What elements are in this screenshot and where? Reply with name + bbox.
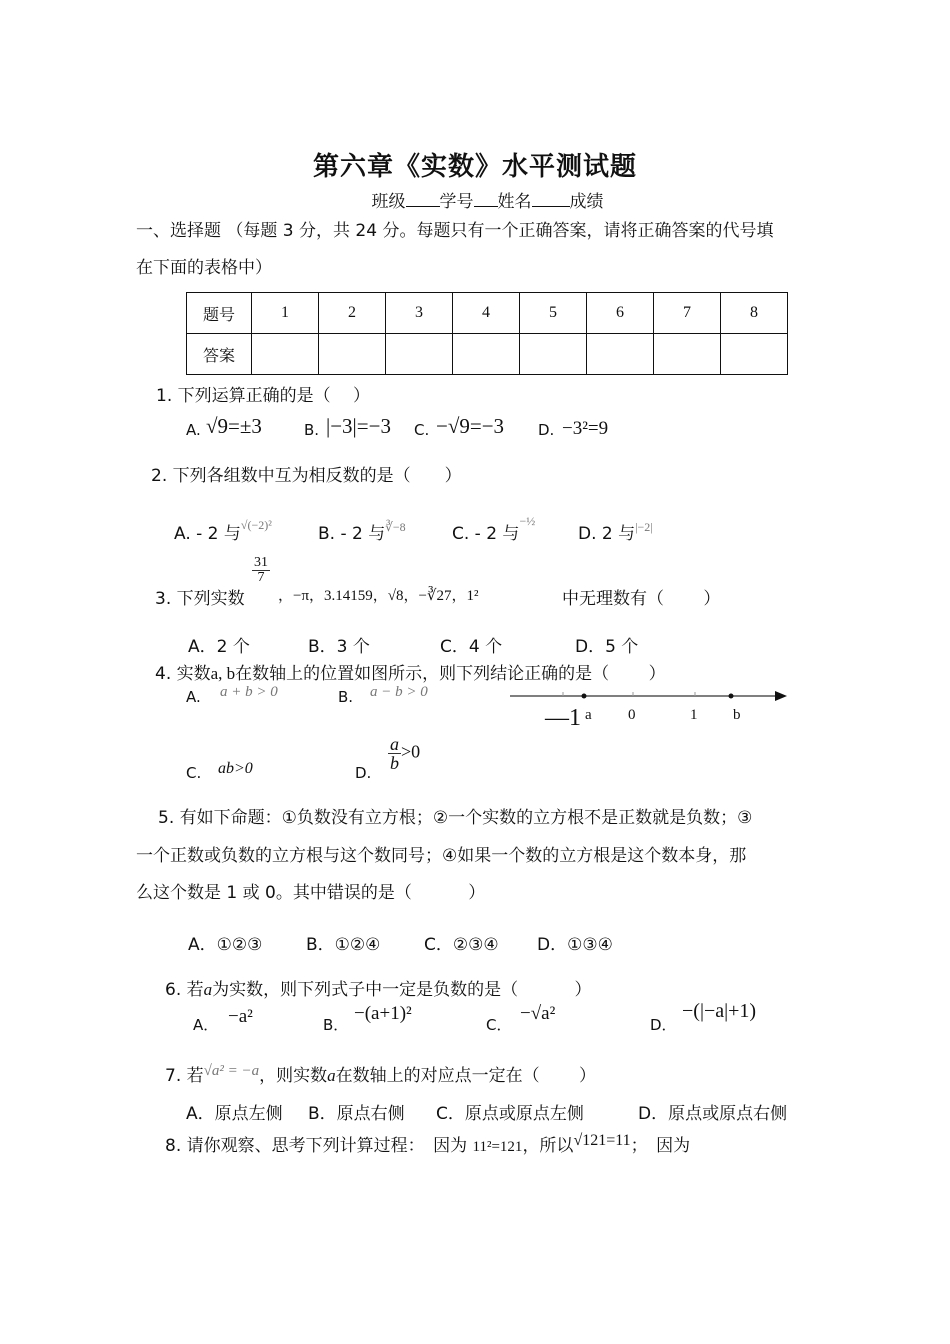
q2-option-a-text: A. - 2 与 [174, 524, 241, 544]
q6-option-b: −(a+1)² [354, 1003, 412, 1024]
q8-eq1: 11²=121 [472, 1139, 523, 1155]
q2-option-d-text: D. 2 与 [578, 524, 636, 544]
q4-option-a-label: A. [186, 688, 201, 706]
q2-option-b-math: ∛−8 [385, 520, 406, 534]
row-label-answer: 答案 [187, 334, 252, 375]
q6-stem [165, 975, 592, 1000]
q8-mid: ，所以 [522, 1136, 574, 1156]
table-cell: 5 [520, 293, 587, 334]
number-label: 学号 [439, 192, 474, 212]
q4-option-b: a − b > 0 [370, 684, 428, 700]
q3-frac-den: 7 [257, 570, 265, 585]
q2-stem: 2. 下列各组数中互为相反数的是（ ） [151, 466, 462, 486]
answer-cell[interactable] [587, 334, 654, 375]
answer-table [186, 292, 788, 375]
answer-cell[interactable] [654, 334, 721, 375]
q3-numbers: ，−π，3.14159，√8，−∛27，1² [278, 588, 479, 604]
q6-option-c: −√a² [520, 1003, 556, 1024]
axis-label-b: b [733, 707, 741, 723]
table-row [187, 293, 788, 334]
q6-option-b-label: B． [323, 1016, 349, 1034]
q7-stem [165, 1061, 596, 1086]
table-cell: 2 [319, 293, 386, 334]
q4-option-d [388, 735, 420, 772]
q4-option-c-label: C. [186, 764, 202, 782]
q6-stem-pre: 6. 若 [165, 980, 204, 1000]
q4-stem [155, 659, 666, 684]
q7-var: a [327, 1066, 336, 1085]
axis-label-zero: 0 [628, 707, 636, 723]
q1-option-d-label: D. [538, 421, 555, 439]
class-blank [406, 192, 440, 207]
table-cell: 7 [654, 293, 721, 334]
score-label: 成绩 [569, 192, 604, 212]
number-line [505, 682, 790, 732]
q2-option-c-math: −½ [519, 514, 536, 528]
q6-option-a: −a² [228, 1006, 253, 1027]
q2-option-b [318, 519, 406, 544]
answer-cell[interactable] [386, 334, 453, 375]
q1-option-a-label: A. [186, 421, 201, 439]
q3-option-a: A．2 个 [188, 637, 250, 657]
class-label: 班级 [371, 192, 406, 212]
q3-option-b: B．3 个 [308, 637, 370, 657]
name-label: 姓名 [497, 192, 532, 212]
q4-option-c: ab>0 [218, 760, 253, 777]
q5-line1: 5. 有如下命题：①负数没有立方根；②一个实数的立方根不是正数就是负数；③ [158, 808, 753, 828]
q5-option-b: B．①②④ [306, 935, 381, 955]
q3-option-d: D．5 个 [575, 637, 639, 657]
q7-option-c: C．原点或原点左侧 [436, 1104, 584, 1124]
q8-eq2: √121=11 [573, 1132, 631, 1149]
q5-option-a: A．①②③ [188, 935, 263, 955]
row-label-number: 题号 [187, 293, 252, 334]
q6-option-c-label: C． [486, 1016, 512, 1034]
answer-cell[interactable] [721, 334, 788, 375]
section1-line2: 在下面的表格中） [136, 258, 272, 278]
answer-cell[interactable] [319, 334, 386, 375]
q2-option-c [452, 514, 536, 544]
point-b [729, 694, 734, 699]
q4-d-num: a [390, 734, 399, 754]
q2-option-b-text: B. - 2 与 [318, 524, 386, 544]
q6-option-a-label: A． [193, 1016, 219, 1034]
q3-fraction [252, 556, 270, 585]
q1-option-a: √9=±3 [206, 414, 262, 438]
axis-label-neg-one: —1 [545, 705, 581, 731]
q4-option-b-label: B. [338, 688, 354, 706]
q6-option-d: −(|−a|+1) [682, 1000, 757, 1022]
table-cell: 8 [721, 293, 788, 334]
table-cell: 6 [587, 293, 654, 334]
q7-condition: √a² = −a [203, 1063, 260, 1079]
q2-option-a-math: √(−2)² [240, 518, 272, 532]
q6-var: a [203, 980, 213, 999]
student-info [0, 187, 950, 212]
answer-cell[interactable] [520, 334, 587, 375]
q2-option-d-math: |−2| [635, 520, 653, 534]
page-title: 第六章《实数》水平测试题 [312, 152, 637, 182]
point-a [582, 694, 587, 699]
q2-option-d [578, 519, 653, 544]
table-cell: 1 [252, 293, 319, 334]
q4-stem-post: 在数轴上的位置如图所示，则下列结论正确的是（ ） [235, 664, 666, 684]
q3-frac-num: 31 [254, 555, 268, 570]
q4-stem-vars: a, b [210, 664, 236, 683]
axis-label-one: 1 [690, 707, 698, 723]
q6-stem-post: 为实数，则下列式子中一定是负数的是（ ） [212, 980, 592, 1000]
q4-option-d-label: D. [355, 764, 372, 782]
q3-stem: 3. 下列实数 [155, 589, 245, 609]
q8-post: ； 因为 [630, 1136, 691, 1156]
q4-option-a: a + b > 0 [220, 684, 278, 700]
number-blank [474, 192, 498, 207]
q1-option-c: −√9=−3 [436, 414, 505, 438]
q2-option-c-text: C. - 2 与 [452, 524, 520, 544]
q7-option-a: A．原点左侧 [186, 1104, 283, 1124]
table-cell: 4 [453, 293, 520, 334]
table-row [187, 334, 788, 375]
q7-option-b: B．原点右侧 [308, 1104, 405, 1124]
q7-stem-mid: ，则实数 [259, 1066, 328, 1086]
q7-stem-pre: 7. 若 [165, 1066, 204, 1086]
q4-stem-pre: 4. 实数 [155, 664, 211, 684]
q3-tail: 中无理数有（ ） [562, 589, 721, 609]
q8-line [165, 1131, 690, 1156]
q3-option-c: C．4 个 [440, 637, 503, 657]
q1-option-b-label: B. [304, 421, 320, 439]
q1-option-d: −3²=9 [562, 418, 609, 439]
q5-line3: 么这个数是 1 或 0。其中错误的是（ ） [136, 883, 486, 903]
answer-cell[interactable] [453, 334, 520, 375]
q4-d-tail: >0 [401, 741, 421, 762]
q5-line2: 一个正数或负数的立方根与这个数同号；④如果一个数的立方根是这个数本身，那 [136, 846, 747, 866]
q4-d-den: b [390, 753, 399, 773]
q2-option-a [174, 519, 272, 544]
table-cell: 3 [386, 293, 453, 334]
section1-line1: 一、选择题 （每题 3 分，共 24 分。每题只有一个正确答案，请将正确答案的代号填 [136, 221, 774, 241]
q7-option-d: D．原点或原点右侧 [638, 1104, 788, 1124]
answer-cell[interactable] [252, 334, 319, 375]
q7-stem-post: 在数轴上的对应点一定在（ ） [335, 1066, 597, 1086]
q5-option-c: C．②③④ [424, 935, 499, 955]
q6-option-d-label: D． [650, 1016, 677, 1034]
name-blank [532, 192, 570, 207]
q1-option-b: |−3|=−3 [326, 414, 391, 438]
axis-label-a: a [585, 707, 592, 723]
q1-stem: 1. 下列运算正确的是（ ） [156, 386, 371, 406]
q1-option-c-label: C. [414, 421, 430, 439]
arrow-icon [775, 691, 787, 701]
q5-option-d: D．①③④ [537, 935, 613, 955]
q8-pre: 8. 请你观察、思考下列计算过程： 因为 [165, 1136, 468, 1156]
